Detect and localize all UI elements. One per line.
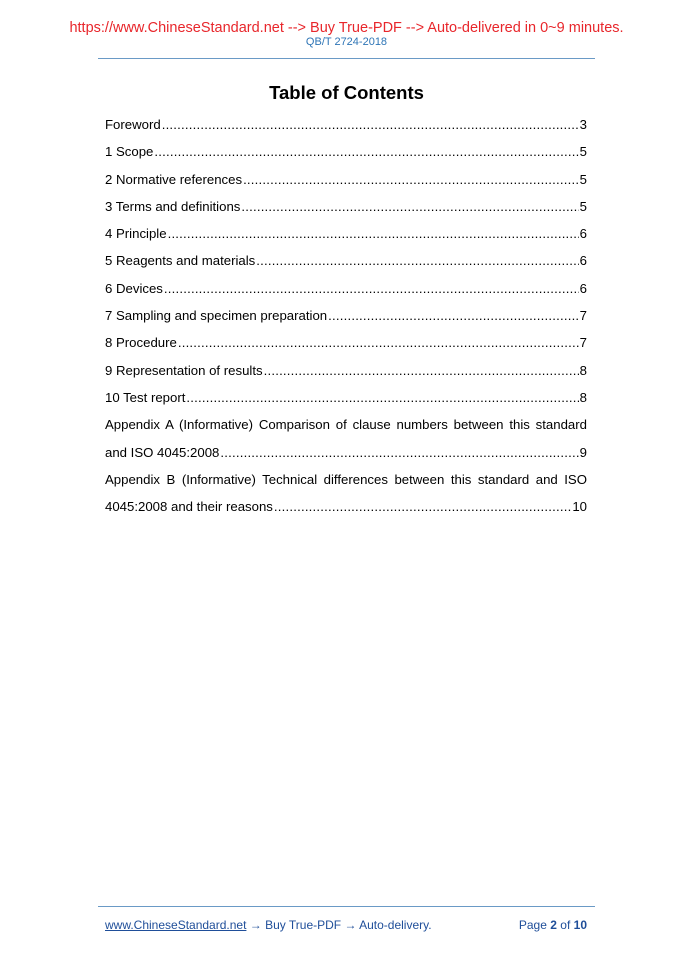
toc-leader-dots [328, 306, 579, 325]
toc-entry-label: 4 Principle [105, 226, 167, 242]
toc-entry-page: 8 [579, 362, 587, 378]
toc-entry-appendix-a-line1[interactable] [105, 415, 587, 442]
toc-entry-page: 5 [579, 144, 587, 160]
toc-entry-foreword[interactable] [105, 115, 587, 142]
footer-tagline: → Buy True-PDF → Auto-delivery. [246, 918, 432, 932]
toc-entry-page: 10 [572, 499, 587, 515]
toc-entry-page: 5 [579, 198, 587, 214]
page-title: Table of Contents [269, 82, 424, 103]
toc-entry-sampling[interactable] [105, 306, 587, 333]
toc-entry-page: 7 [579, 308, 587, 324]
footer-divider [98, 906, 595, 907]
of-word: of [560, 918, 571, 932]
header-divider [98, 58, 595, 59]
toc-entry-label: 9 Representation of results [105, 362, 263, 378]
toc-entry-appendix-b-line2[interactable] [105, 497, 587, 524]
toc-entry-label: Foreword [105, 117, 161, 132]
toc-entry-page: 6 [579, 226, 587, 242]
toc-entry-page: 6 [579, 280, 587, 296]
promo-banner-link[interactable]: https://www.ChineseStandard.net --> Buy True-PDF --> Auto-delivered in 0~9 minutes. [69, 20, 624, 36]
toc-entry-label: 10 Test report [105, 389, 186, 405]
toc-entry-page: 3 [579, 117, 587, 132]
toc-leader-dots [186, 388, 578, 407]
toc-entry-reagents-materials[interactable] [105, 251, 587, 278]
toc-entry-label: Appendix B (Informative) Technical differences between this standard and ISO [105, 471, 587, 487]
toc-leader-dots [256, 251, 578, 270]
toc-entry-principle[interactable] [105, 224, 587, 251]
toc-leader-dots [241, 197, 578, 216]
toc-leader-dots [164, 279, 579, 298]
toc-leader-dots [168, 224, 579, 243]
toc-entry-appendix-b-line1[interactable] [105, 470, 587, 497]
page-footer [105, 918, 587, 933]
toc-entry-page: 6 [579, 253, 587, 269]
toc-entry-label: 3 Terms and definitions [105, 198, 241, 214]
toc-entry-label: 8 Procedure [105, 335, 177, 351]
toc-entry-test-report[interactable] [105, 388, 587, 415]
toc-entry-page: 7 [579, 335, 587, 351]
toc-leader-dots [154, 142, 578, 161]
footer-site-link[interactable]: www.ChineseStandard.net [105, 918, 247, 932]
toc-entry-label: 2 Normative references [105, 171, 243, 187]
toc-leader-dots [264, 361, 579, 380]
toc-entry-representation-results[interactable] [105, 361, 587, 388]
toc-entry-label: 4045:2008 and their reasons [105, 499, 273, 515]
page-indicator [519, 918, 587, 933]
toc-leader-dots [274, 497, 571, 516]
toc-entry-procedure[interactable] [105, 333, 587, 360]
toc-entry-appendix-a-line2[interactable] [105, 443, 587, 470]
toc-leader-dots [243, 170, 579, 189]
page-word: Page [518, 918, 547, 932]
toc-entry-page: 8 [579, 389, 587, 405]
toc-entry-normative-references[interactable] [105, 170, 587, 197]
toc-entry-page: 9 [579, 444, 587, 460]
toc-leader-dots [220, 443, 578, 462]
table-of-contents [105, 115, 587, 524]
toc-entry-scope[interactable] [105, 142, 587, 169]
toc-entry-label: 1 Scope [105, 144, 154, 160]
toc-leader-dots [162, 115, 579, 134]
standard-code: QB/T 2724-2018 [305, 36, 388, 48]
toc-entry-label: 7 Sampling and specimen preparation [105, 308, 328, 324]
toc-entry-label: 5 Reagents and materials [105, 253, 256, 269]
page-current: 2 [550, 918, 557, 932]
toc-entry-terms-definitions[interactable] [105, 197, 587, 224]
promo-banner[interactable] [0, 20, 693, 37]
toc-entry-label: 6 Devices [105, 280, 163, 296]
toc-entry-label: Appendix A (Informative) Comparison of clause numbers between this standard [105, 417, 587, 433]
toc-entry-devices[interactable] [105, 279, 587, 306]
toc-entry-label: and ISO 4045:2008 [105, 444, 220, 460]
toc-entry-page: 5 [579, 171, 587, 187]
page-total: 10 [573, 918, 587, 932]
toc-leader-dots [178, 333, 579, 352]
